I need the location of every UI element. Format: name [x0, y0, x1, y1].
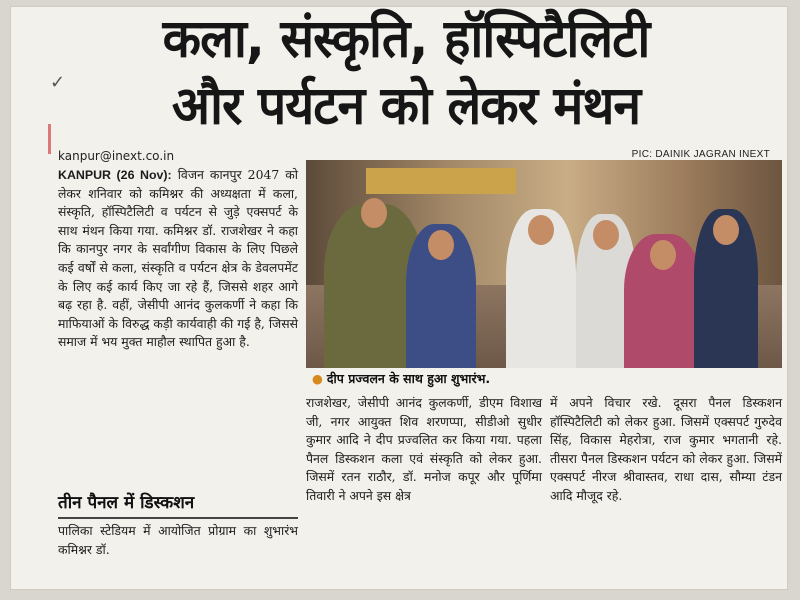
- photo-banner: [366, 168, 516, 194]
- article-column-3: में अपने विचार रखे. दूसरा पैनल डिस्कशन हॉस्पिटैलिटी को लेकर हुआ. जिसमें एक्सपर्ट गुरुदेव सिंह, विकास मेहरोत्रा, राज कुमार भगतानी रहे. तीसरा पैनल डिस्कशन पर्यटन को लेकर हुआ. जिसमें एक्सपर्ट नीरज श्रीवास्तव, राधा दास, सौम्या टंडन आदि मौजूद रहे.: [550, 395, 782, 503]
- newspaper-clipping: [10, 6, 788, 590]
- article-column-2: राजशेखर, जेसीपी आनंद कुलकर्णी, डीएम विशाख जी, नगर आयुक्त शिव शरणप्पा, सीडीओ सुधीर कुमार आदि ने दीप प्रज्वलित कर किया गया. पहला पैनल डिस्कशन कला एवं संस्कृति को लेकर हुआ. जिसमें रतन राठौर, डॉ. मनोज कपूर और पूर्णिमा तिवारी ने अपने इस क्षेत्र: [306, 395, 542, 503]
- headline: [36, 6, 776, 139]
- headline-line-1: कला, संस्कृति, हॉस्पिटैलिटी: [162, 7, 650, 69]
- photo-person-5: [624, 234, 702, 368]
- photo-credit: PIC: DAINIK JAGRAN INEXT: [631, 149, 770, 160]
- bullet-icon: ●: [312, 371, 323, 386]
- event-photo: [306, 160, 782, 368]
- photo-person-2: [406, 224, 476, 368]
- dateline: KANPUR (26 Nov):: [58, 168, 172, 182]
- headline-line-2: और पर्यटन को लेकर मंथन: [171, 75, 641, 137]
- checkmark-icon: ✓: [50, 72, 66, 93]
- column-1-text: विजन कानपुर 2047 को लेकर शनिवार को कमिश्नर की अध्यक्षता में कला, संस्कृति, हॉस्पिटैलिटी व पर्यटन से जुड़े एक्सपर्ट के साथ मंथन किया गया. कमिश्नर डॉ. राजशेखर ने कहा कि कानपुर नगर के सर्वांगीण विकास के लिए पिछले कई वर्षों से कला, संस्कृति व पर्यटन क्षेत्र के डेवलपमेंट के लिए कई कार्य किए जा रहे हैं, जिससे शहर आगे बढ़ रहा है. वहीं, जेसीपी आनंद कुलकर्णी ने कहा कि माफियाओं के विरुद्ध कड़ी कार्यवाही की गई है, जिससे समाज में भय मुक्त माहौल स्थापित हुआ है.: [58, 167, 298, 350]
- photo-person-6: [694, 209, 758, 368]
- photo-caption: [306, 368, 556, 390]
- photo-caption-text: दीप प्रज्वलन के साथ हुआ शुभारंभ.: [326, 371, 491, 386]
- article-column-1: [58, 166, 298, 352]
- article-column-1-continued: पालिका स्टेडियम में आयोजित प्रोग्राम का शुभारंभ कमिश्नर डॉ.: [58, 523, 298, 557]
- photo-person-3: [506, 209, 576, 368]
- byline-email: kanpur@inext.co.in: [58, 149, 175, 163]
- subheading: तीन पैनल में डिस्कशन: [58, 492, 298, 519]
